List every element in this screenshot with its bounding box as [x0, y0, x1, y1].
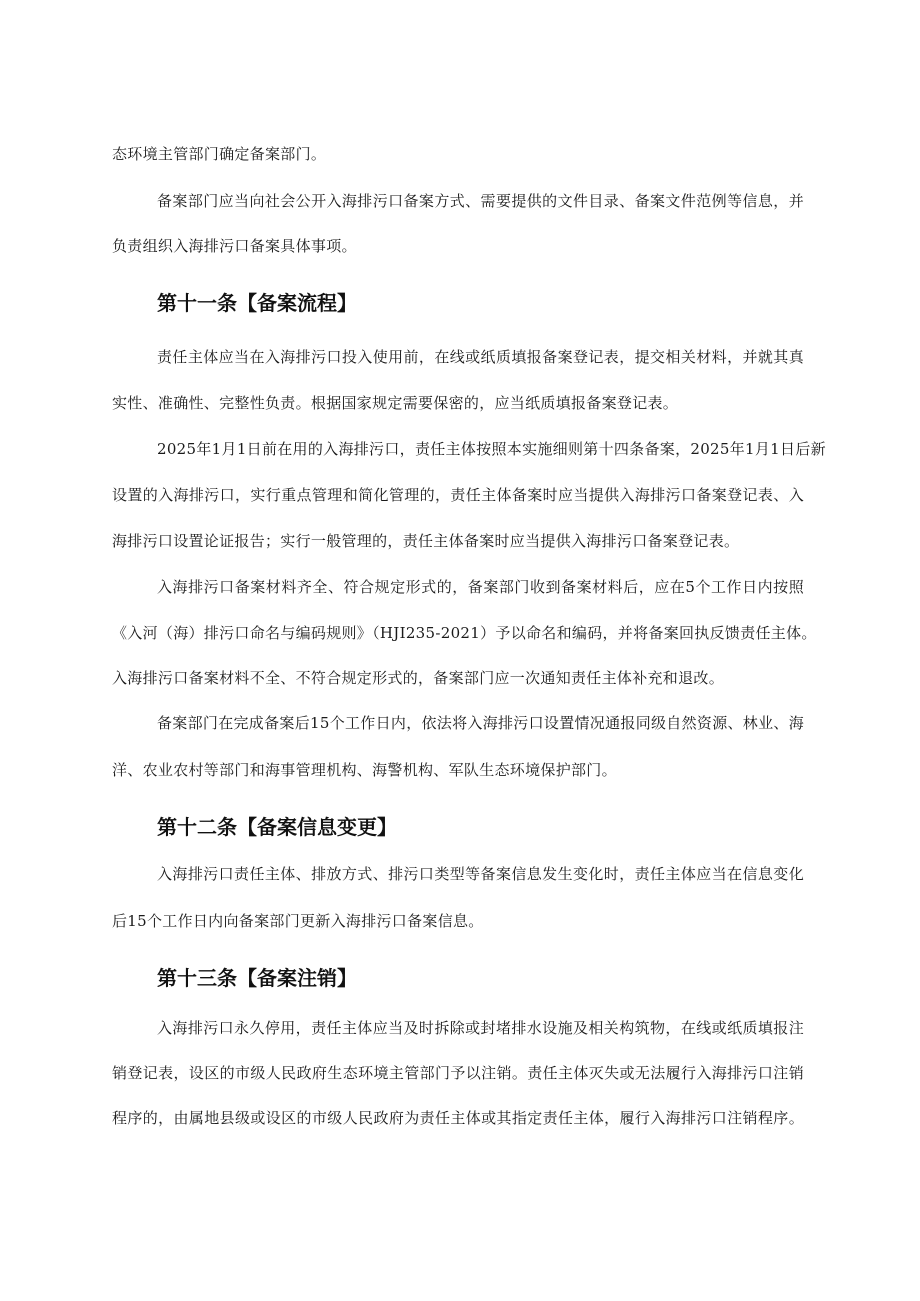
paragraph-line: 2025年1月1日前在用的入海排污口，责任主体按照本实施细则第十四条备案，2025年1月1日后新 — [157, 440, 826, 458]
article-11-heading: 第十一条【备案流程】 — [157, 291, 357, 315]
paragraph-line: 入海排污口备案材料不全、不符合规定形式的，备案部门应一次通知责任主体补充和退改。 — [112, 669, 725, 687]
paragraph-line: 海排污口设置论证报告；实行一般管理的，责任主体备案时应当提供入海排污口备案登记表。 — [112, 532, 740, 550]
paragraph-line: 入海排污口责任主体、排放方式、排污口类型等备案信息发生变化时，责任主体应当在信息变化 — [157, 865, 804, 883]
paragraph-line: 负责组织入海排污口备案具体事项。 — [112, 237, 357, 255]
paragraph-line: 备案部门应当向社会公开入海排污口备案方式、需要提供的文件目录、备案文件范例等信息，并 — [157, 192, 804, 210]
paragraph-line: 设置的入海排污口，实行重点管理和简化管理的，责任主体备案时应当提供入海排污口备案登记表、入 — [112, 486, 804, 504]
paragraph-line: 备案部门在完成备案后15个工作日内，依法将入海排污口设置情况通报同级自然资源、林业、海 — [157, 714, 804, 732]
paragraph-line: 洋、农业农村等部门和海事管理机构、海警机构、军队生态环境保护部门。 — [112, 761, 617, 779]
paragraph-line: 责任主体应当在入海排污口投入使用前，在线或纸质填报备案登记表，提交相关材料，并就其真 — [157, 348, 804, 366]
paragraph-line: 态环境主管部门确定备案部门。 — [112, 145, 327, 163]
paragraph-line: 销登记表，设区的市级人民政府生态环境主管部门予以注销。责任主体灭失或无法履行入海排污口注销 — [112, 1064, 804, 1082]
paragraph-line: 《入河（海）排污口命名与编码规则》（HJI235-2021）予以命名和编码，并将备案回执反馈责任主体。 — [112, 624, 817, 642]
paragraph-line: 入海排污口备案材料齐全、符合规定形式的，备案部门收到备案材料后，应在5个工作日内按照 — [157, 578, 804, 596]
paragraph-line: 入海排污口永久停用，责任主体应当及时拆除或封堵排水设施及相关构筑物，在线或纸质填报注 — [157, 1019, 804, 1037]
article-12-heading: 第十二条【备案信息变更】 — [157, 815, 397, 839]
paragraph-line: 程序的，由属地县级或设区的市级人民政府为责任主体或其指定责任主体，履行入海排污口注销程序。 — [112, 1109, 804, 1127]
paragraph-line: 后15个工作日内向备案部门更新入海排污口备案信息。 — [112, 912, 484, 930]
article-13-heading: 第十三条【备案注销】 — [157, 966, 357, 990]
paragraph-line: 实性、准确性、完整性负责。根据国家规定需要保密的，应当纸质填报备案登记表。 — [112, 394, 679, 412]
